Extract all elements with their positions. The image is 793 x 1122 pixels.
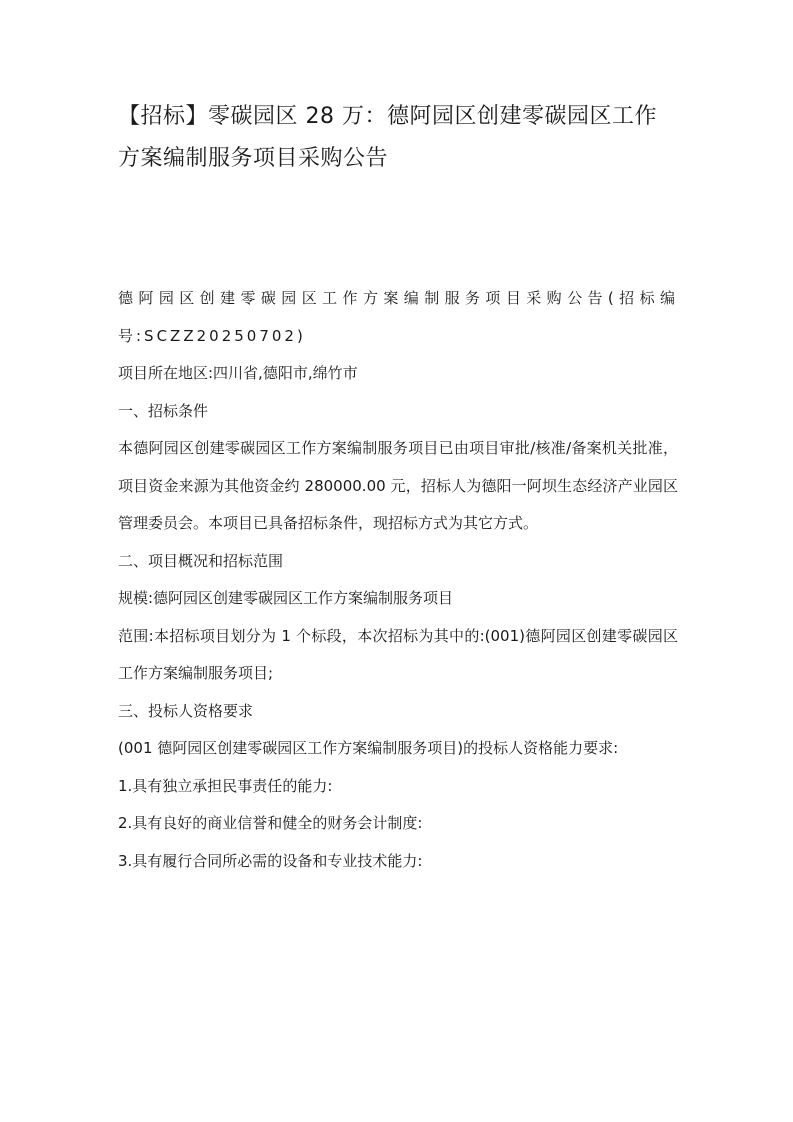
section-heading-qualifications: 三、投标人资格要求	[118, 701, 254, 720]
document-title: 【招标】零碳园区 28 万：德阿园区创建零碳园区工作方案编制服务项目采购公告	[118, 104, 657, 171]
project-location: 项目所在地区:四川省,德阳市,绵竹市	[118, 364, 358, 382]
qualification-item: 1.具有独立承担民事责任的能力:	[118, 776, 333, 795]
section-heading-overview: 二、项目概况和招标范围	[118, 551, 284, 570]
qualification-item: 3.具有履行合同所必需的设备和专业技术能力:	[118, 851, 423, 870]
project-scope: 范围:本招标项目划分为 1 个标段，本次招标为其中的:(001)德阿园区创建零碳园区工作方案编制服务项目;	[118, 626, 678, 682]
section-heading-conditions: 一、招标条件	[118, 401, 209, 420]
tender-conditions-paragraph: 本德阿园区创建零碳园区工作方案编制服务项目已由项目审批/核准/备案机关批准，项目资金来源为其他资金约 280000.00 元，招标人为德阳一阿坝生态经济产业园区管理委员会。本项目已具备招标条件，现招标方式为其它方式。	[118, 439, 678, 532]
qualification-intro: (001 德阿园区创建零碳园区工作方案编制服务项目)的投标人资格能力要求:	[118, 739, 619, 757]
document-body	[118, 280, 678, 880]
qualification-item: 2.具有良好的商业信誉和健全的财务会计制度:	[118, 814, 423, 832]
announcement-heading: 德阿园区创建零碳园区工作方案编制服务项目采购公告(招标编号:SCZZ20250702)	[118, 289, 678, 345]
project-scale: 规模:德阿园区创建零碳园区工作方案编制服务项目	[118, 589, 454, 607]
